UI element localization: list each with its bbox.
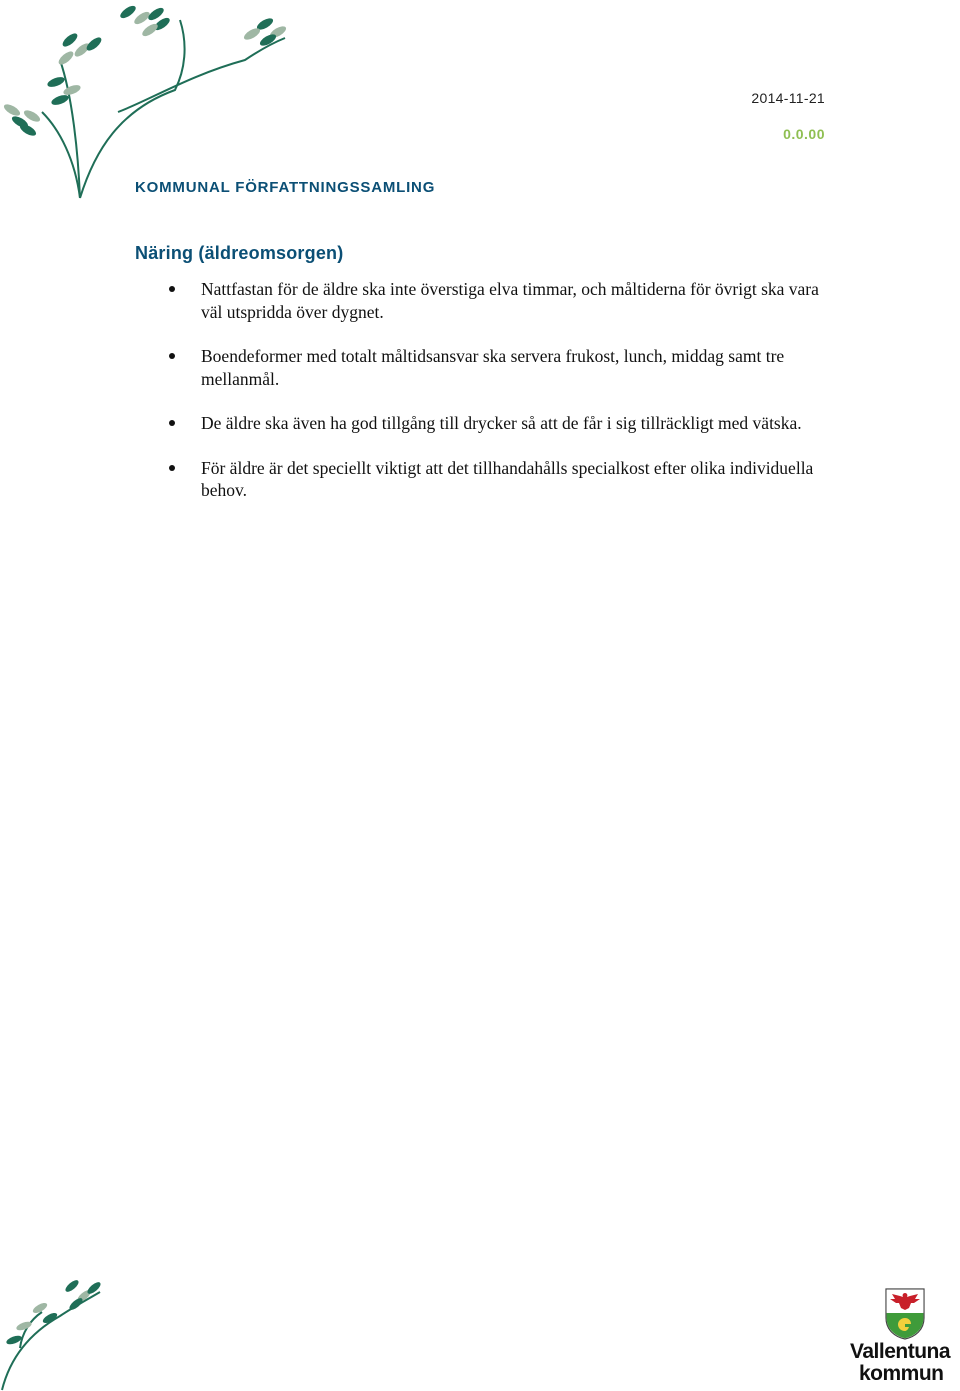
leafy-branch-icon: [0, 0, 300, 205]
logo-name-line2: kommun: [859, 1362, 944, 1385]
bullet-icon: [169, 420, 175, 426]
list-item-text: De äldre ska även ha god tillgång till drycker så att de får i sig tillräckligt med vätska.: [201, 413, 802, 433]
list-item: [135, 345, 835, 390]
bullet-icon: [169, 353, 175, 359]
municipality-logo: [850, 1288, 960, 1391]
list-item-text: För äldre är det speciellt viktigt att det tillhandahålls specialkost efter olika individuella behov.: [201, 457, 814, 500]
leafy-branch-icon: [0, 1278, 110, 1391]
document-version: 0.0.00: [783, 126, 825, 142]
list-item: [135, 278, 835, 323]
logo-name-line1: Vallentuna: [850, 1340, 951, 1363]
list-item: [135, 457, 835, 502]
bullet-icon: [169, 286, 175, 292]
section-heading: Näring (äldreomsorgen): [135, 243, 344, 263]
collection-title: KOMMUNAL FÖRFATTNINGSSAMLING: [135, 179, 436, 196]
bullet-list: [135, 278, 835, 524]
document-date: 2014-11-21: [751, 90, 825, 106]
bullet-icon: [169, 465, 175, 471]
list-item-text: Boendeformer med totalt måltidsansvar ska servera frukost, lunch, middag samt tre mellanmål.: [201, 346, 785, 389]
coat-of-arms-icon: [885, 1288, 925, 1340]
list-item: [135, 412, 835, 435]
list-item-text: Nattfastan för de äldre ska inte överstiga elva timmar, och måltiderna för övrigt ska vara väl utspridda över dygnet.: [201, 279, 819, 322]
